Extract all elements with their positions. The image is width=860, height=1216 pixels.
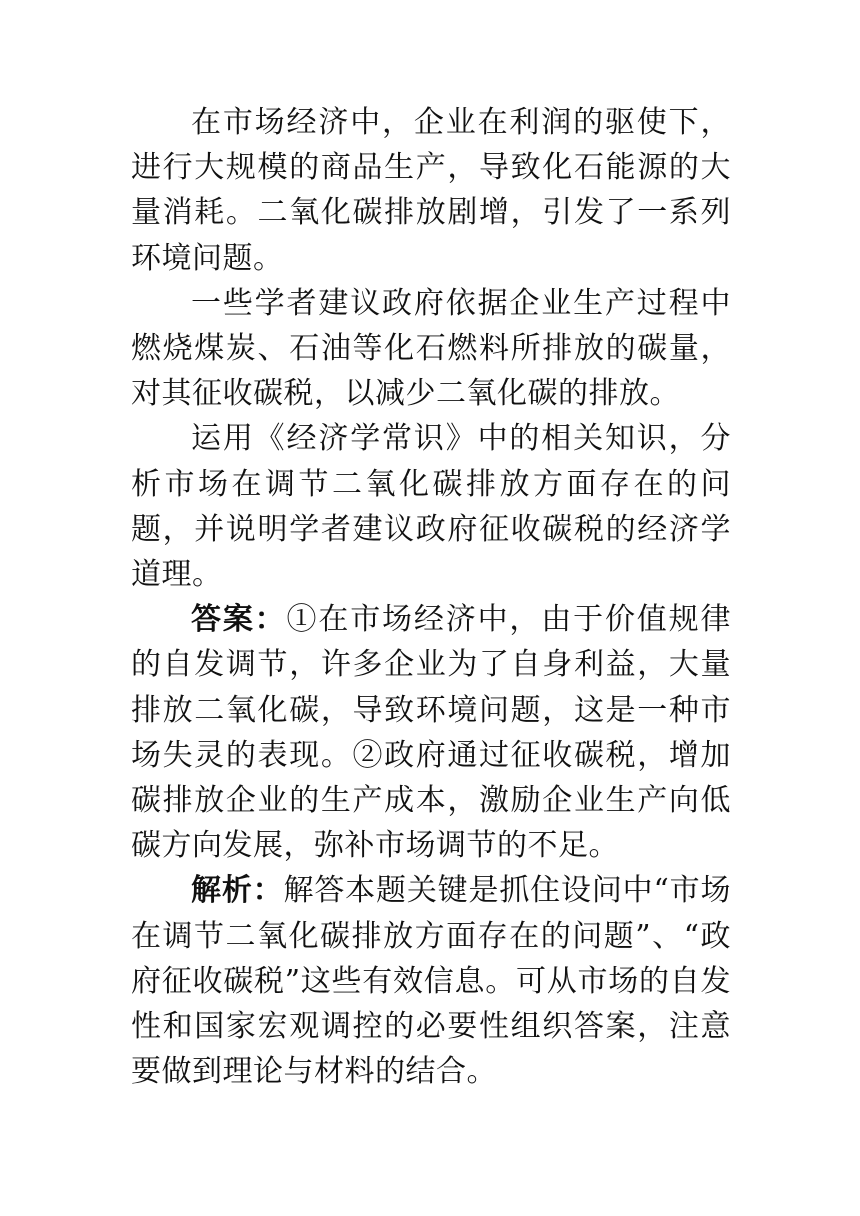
analysis-label: 解析： <box>191 873 284 909</box>
paragraph-question: 运用《经济学常识》中的相关知识，分析市场在调节二氧化碳排放方面存在的问题，并说明学者建议政府征收碳税的经济学道理。 <box>131 421 731 593</box>
answer-text: ①在市场经济中，由于价值规律的自发调节，许多企业为了自身利益，大量排放二氧化碳，导致环境问题，这是一种市场失灵的表现。②政府通过征收碳税，增加碳排放企业的生产成本，激励企业生产向低碳方向发展，弥补市场调节的不足。 <box>131 602 731 864</box>
answer-label: 答案： <box>191 602 287 638</box>
paragraph-background: 在市场经济中，企业在利润的驱使下，进行大规模的商品生产，导致化石能源的大量消耗。二氧化碳排放剧增，引发了一系列环境问题。 <box>131 105 731 276</box>
analysis-text: 解答本题关键是抓住设问中“市场在调节二氧化碳排放方面存在的问题”、“政府征收碳税”这些有效信息。可从市场的自发性和国家宏观调控的必要性组织答案，注意要做到理论与材料的结合。 <box>131 873 731 1090</box>
paragraph-proposal: 一些学者建议政府依据企业生产过程中燃烧煤炭、石油等化石燃料所排放的碳量，对其征收碳税，以减少二氧化碳的排放。 <box>131 285 731 412</box>
analysis-paragraph <box>131 868 731 1094</box>
document-body <box>131 100 731 1094</box>
answer-paragraph <box>131 597 731 868</box>
